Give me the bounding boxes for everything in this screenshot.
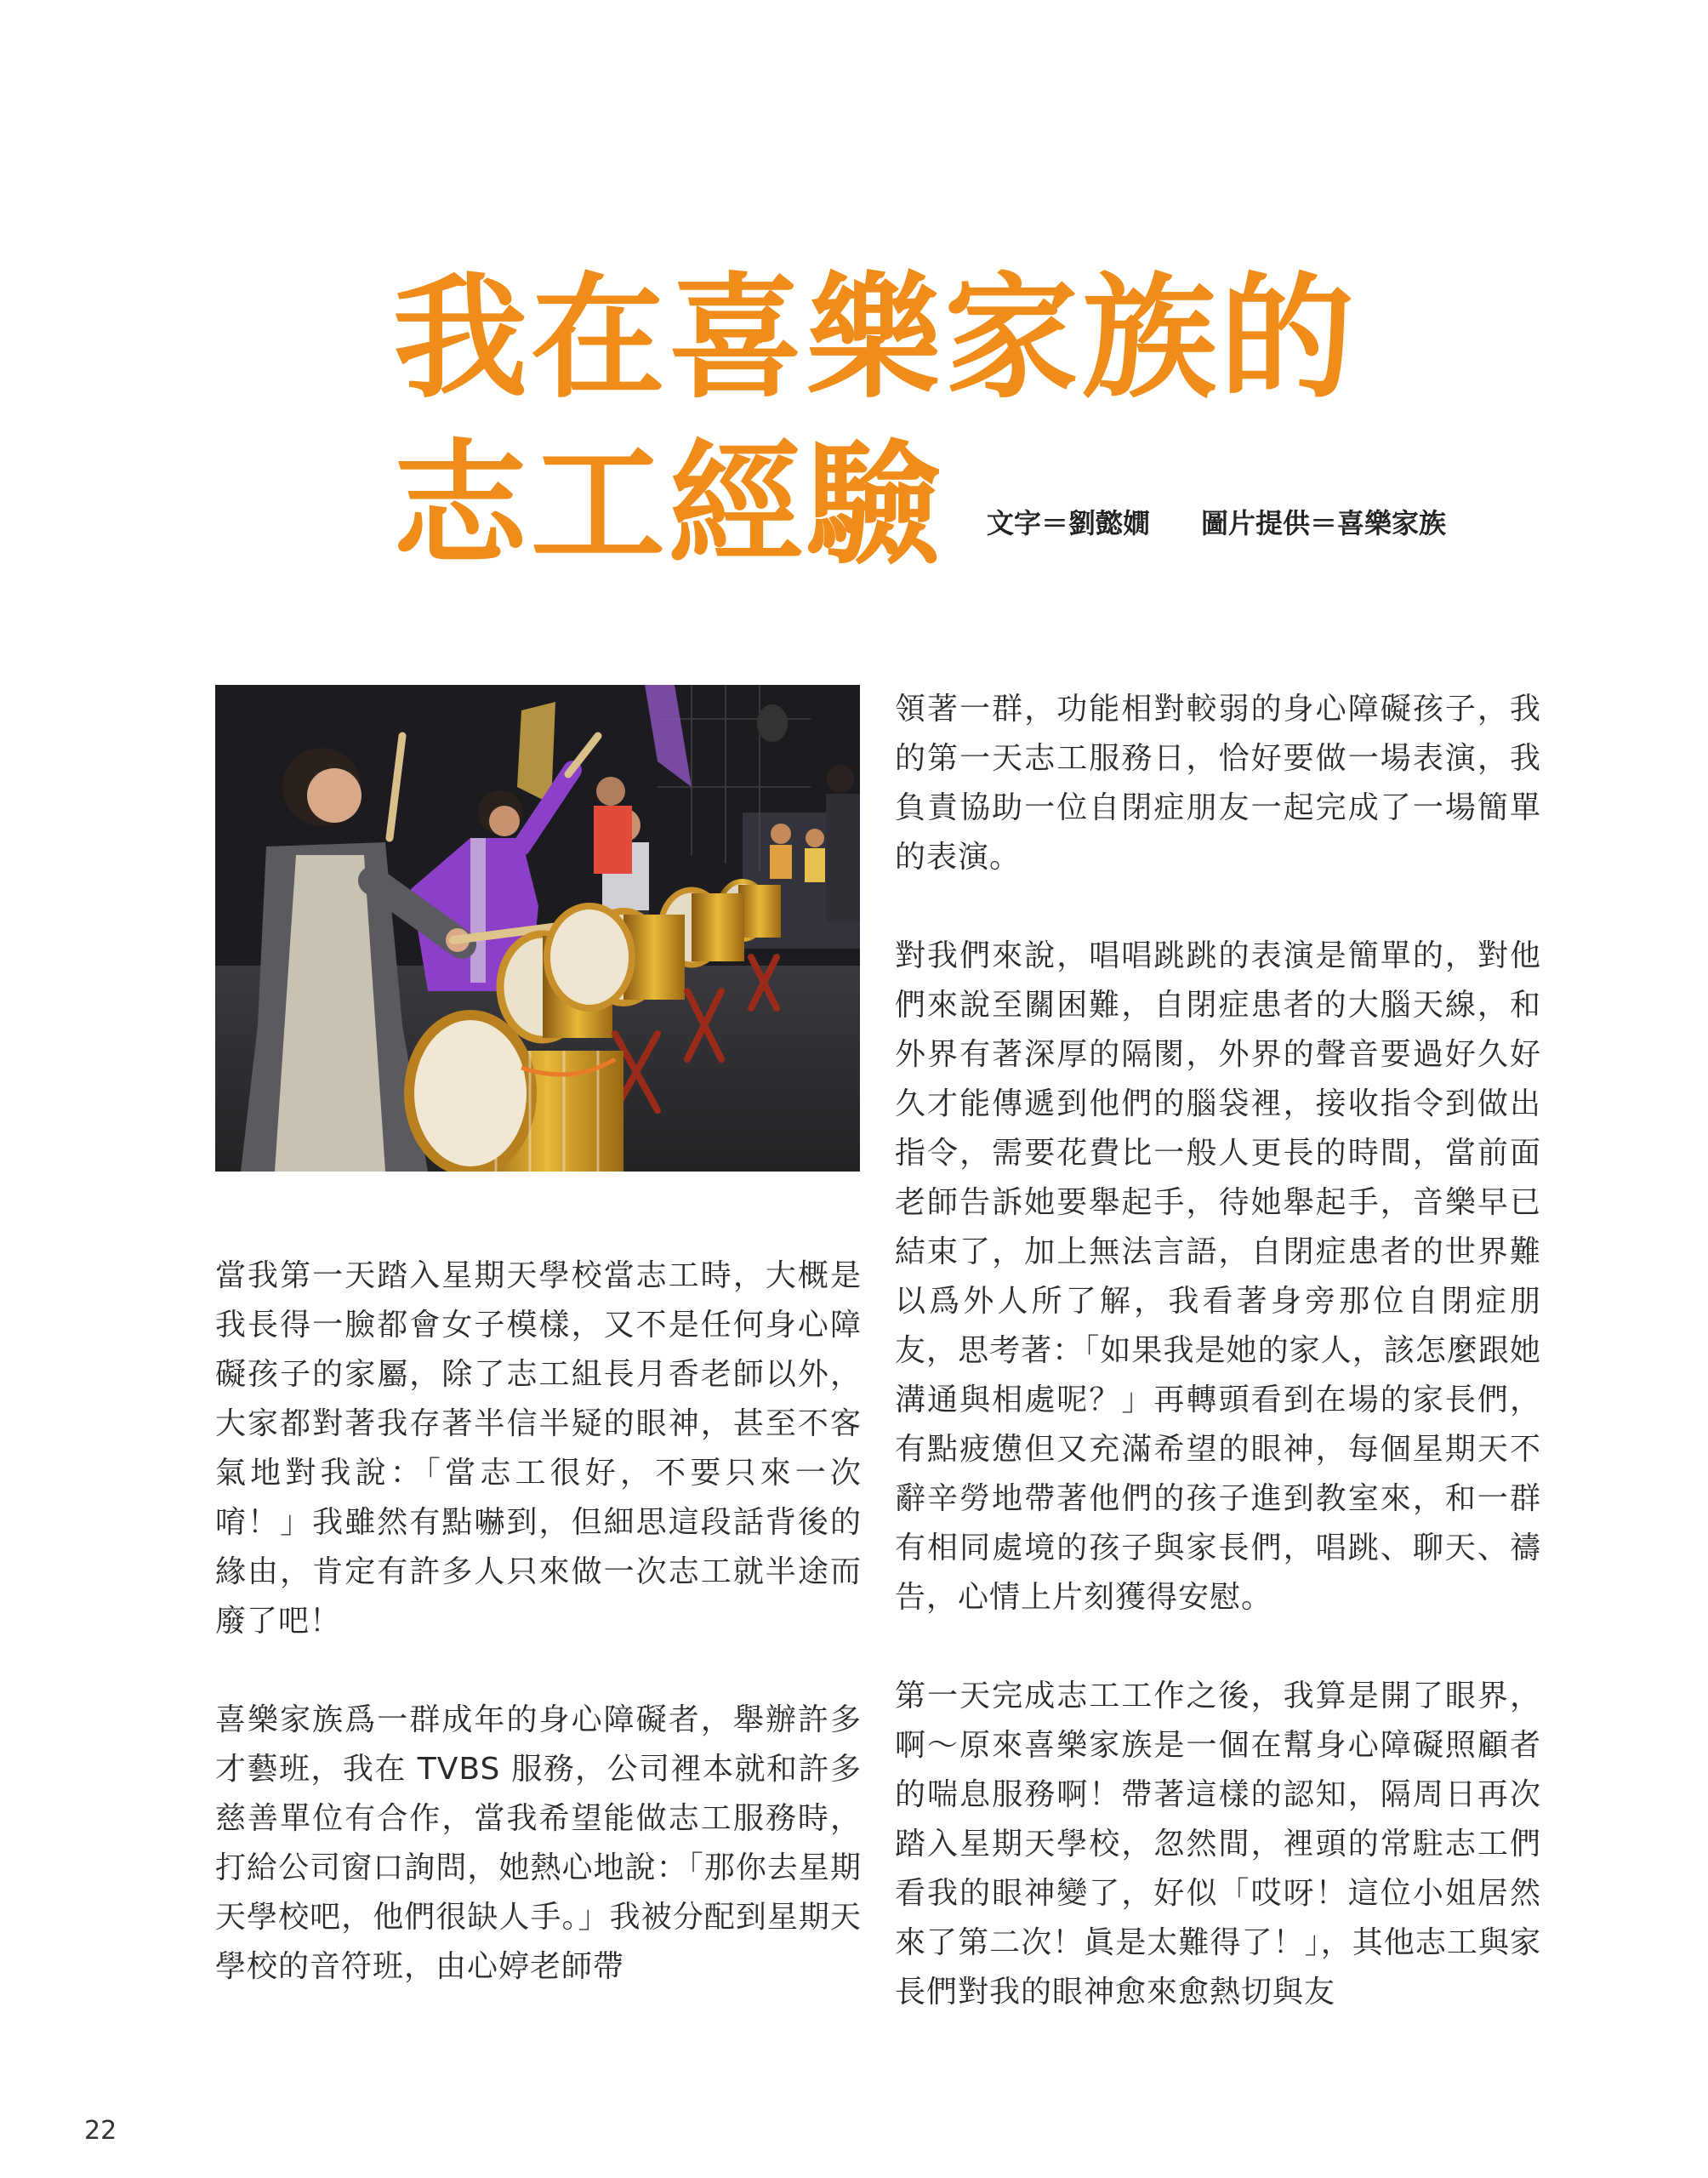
paragraph: 喜樂家族爲一群成年的身心障礙者，舉辦許多才藝班，我在 TVBS 服務，公司裡本就和許多慈善單位有合作，當我希望能做志工服務時，打給公司窗口詢問，她熱心地說：「那你去星期天學校吧，他們很缺人手。」我被分配到星期天學校的音符班，由心婷老師帶 [215, 1702, 862, 1984]
title-line-2: 志工經驗 [393, 426, 944, 584]
paragraph: 對我們來說，唱唱跳跳的表演是簡單的，對他們來說至關困難，自閉症患者的大腦天線，和外界有著深厚的隔閡，外界的聲音要過好久好久才能傳遞到他們的腦袋裡，接收指令到做出指令，需要花費比一般人更長的時間，當前面老師告訴她要舉起手，待她舉起手，音樂早已結束了，加上無法言語，自閉症患者的世界難以爲外人所了解，我看著身旁那位自閉症朋友，思考著：「如果我是她的家人，該怎麼跟她溝通與相處呢？」再轉頭看到在場的家長們，有點疲憊但又充滿希望的眼神，每個星期天不辭辛勞地帶著他們的孩子進到教室來，和一群有相同處境的孩子與家長們，唱跳、聊天、禱告，心情上片刻獲得安慰。 [895, 938, 1541, 1615]
title-line-1: 我在喜樂家族的 [393, 259, 1358, 417]
byline [987, 502, 1446, 541]
paragraph: 當我第一天踏入星期天學校當志工時，大概是我長得一臉都會女子模樣，又不是任何身心障礙孩子的家屬，除了志工組長月香老師以外，大家都對著我存著半信半疑的眼神，甚至不客氣地對我說：「當志工很好，不要只來一次唷！」我雖然有點嚇到，但細思這段話背後的緣由，肯定有許多人只來做一次志工就半途而廢了吧！ [215, 1258, 862, 1639]
paragraph: 第一天完成志工工作之後，我算是開了眼界，啊～原來喜樂家族是一個在幫身心障礙照顧者的喘息服務啊！帶著這樣的認知，隔周日再次踏入星期天學校，忽然間，裡頭的常駐志工們看我的眼神變了，好似「哎呀！這位小姐居然來了第二次！眞是太難得了！」，其他志工與家長們對我的眼神愈來愈熱切與友 [895, 1679, 1541, 2010]
paragraph: 領著一群，功能相對較弱的身心障礙孩子，我的第一天志工服務日，恰好要做一場表演，我負責協助一位自閉症朋友一起完成了一場簡單的表演。 [895, 692, 1541, 875]
left-column [215, 1251, 862, 2041]
page-number: 22 [84, 2116, 117, 2146]
right-column [895, 685, 1541, 2067]
writer-credit: 文字＝劉懿嫺 [987, 507, 1151, 539]
drum-performance-photo [215, 685, 860, 1172]
photo-credit: 圖片提供＝喜樂家族 [1201, 507, 1447, 539]
